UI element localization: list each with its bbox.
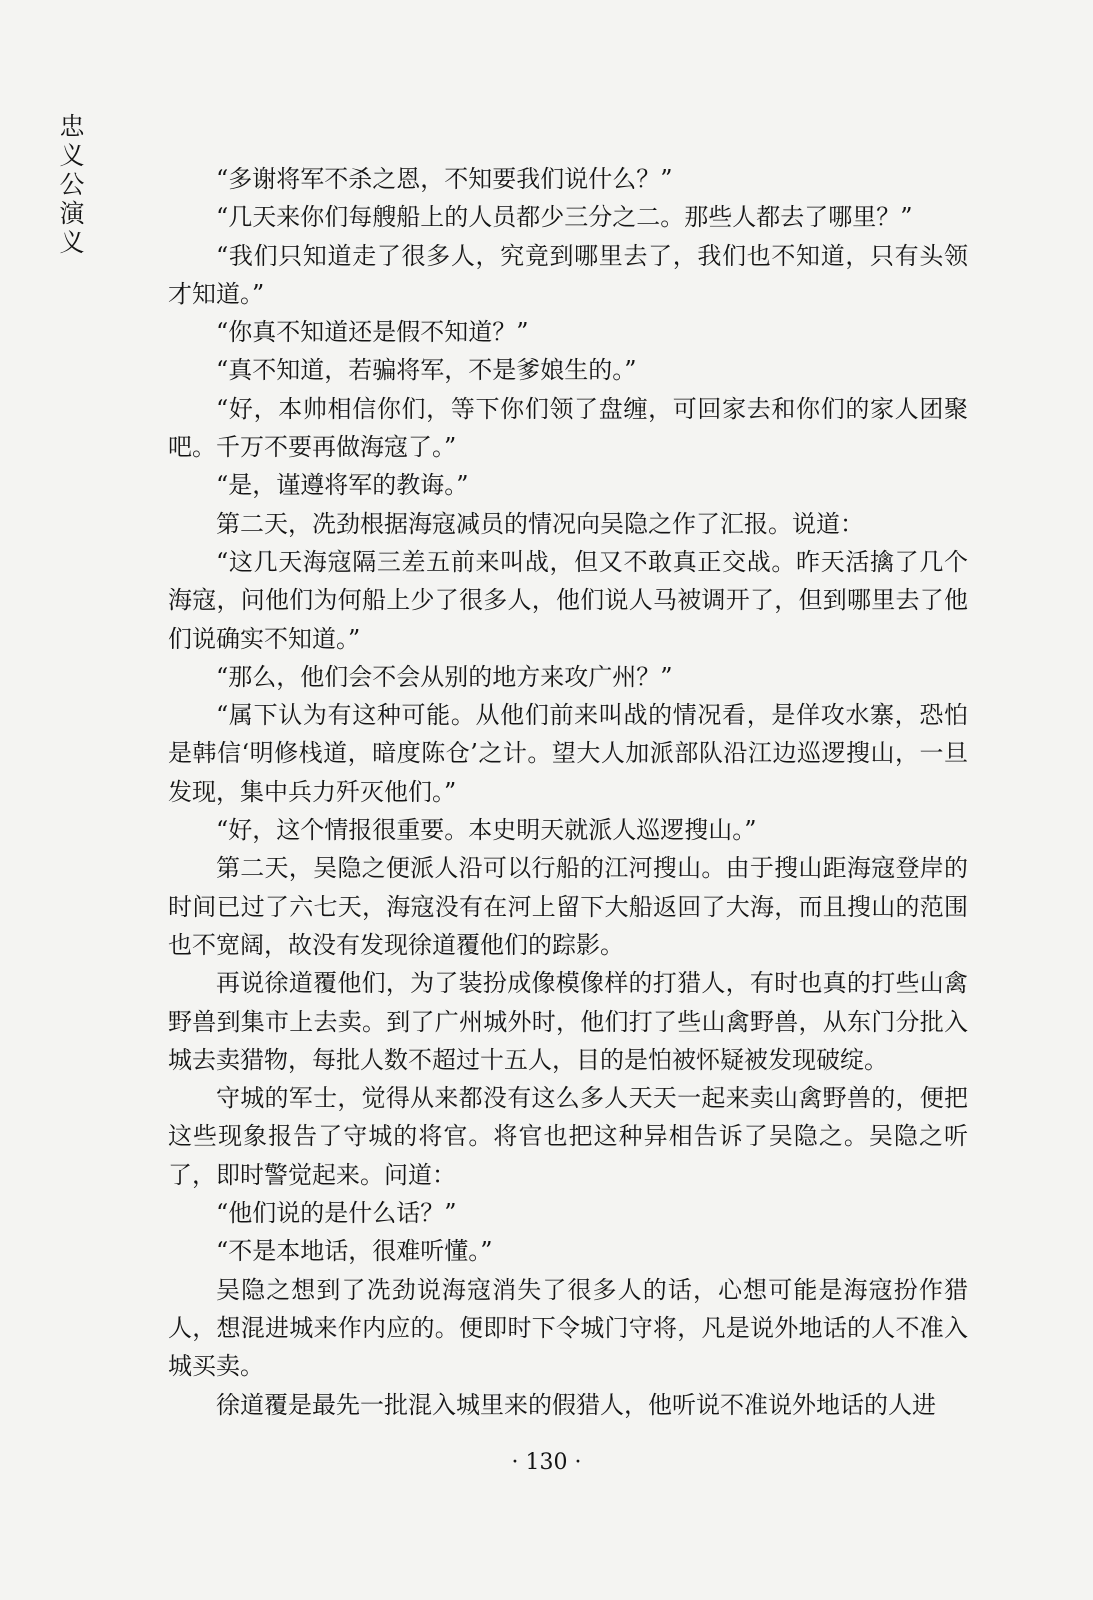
running-head-char: 义 [59, 141, 85, 170]
paragraph: 徐道覆是最先一批混入城里来的假猎人，他听说不准说外地话的人进 [216, 1390, 936, 1419]
paragraph: 吴隐之想到了冼劲说海寇消失了很多人的话，心想可能是海寇扮作猎人，想混进城来作内应的。便即时下令城门守将，凡是说外地话的人不准入城买卖。 [168, 1275, 968, 1381]
paragraph: “多谢将军不杀之恩，不知要我们说什么？” [216, 165, 673, 193]
running-head [52, 112, 92, 257]
running-head-char: 公 [59, 170, 85, 199]
paragraph: “好，本帅相信你们，等下你们领了盘缠，可回家去和你们的家人团聚吧。千万不要再做海寇了。” [168, 394, 968, 462]
paragraph: “那么，他们会不会从别的地方来攻广州？” [216, 662, 673, 691]
paragraph: “不是本地话，很难听懂。” [216, 1237, 493, 1266]
running-head-char: 忠 [59, 112, 85, 141]
paragraph: “是，谨遵将军的教诲。” [216, 471, 469, 500]
paragraph: 守城的军士，觉得从来都没有这么多人天天一起来卖山禽野兽的，便把这些现象报告了守城的将官。将官也把这种异相告诉了吴隐之。吴隐之听了，即时警觉起来。问道： [168, 1084, 968, 1189]
paragraph: “这几天海寇隔三差五前来叫战，但又不敢真正交战。昨天活擒了几个海寇，问他们为何船上少了很多人，他们说人马被调开了，但到哪里去了他们说确实不知道。” [168, 547, 968, 653]
paragraph: 再说徐道覆他们，为了装扮成像模像样的打猎人，有时也真的打些山禽野兽到集市上去卖。到了广州城外时，他们打了些山禽野兽，从东门分批入城去卖猎物，每批人数不超过十五人，目的是怕被怀疑被发现破绽。 [168, 969, 968, 1074]
running-head-char: 义 [59, 228, 85, 257]
paragraph: “你真不知道还是假不知道？” [216, 318, 529, 347]
page-number: · 130 · [511, 1450, 582, 1475]
body-text [168, 160, 968, 1424]
paragraph: “好，这个情报很重要。本史明天就派人巡逻搜山。” [216, 816, 757, 845]
paragraph: “真不知道，若骗将军，不是爹娘生的。” [216, 356, 637, 385]
paragraph: 第二天，吴隐之便派人沿可以行船的江河搜山。由于搜山距海寇登岸的时间已过了六七天，海寇没有在河上留下大船返回了大海，而且搜山的范围也不宽阔，故没有发现徐道覆他们的踪影。 [168, 854, 968, 959]
paragraph: “属下认为有这种可能。从他们前来叫战的情况看，是佯攻水寨，恐怕是韩信‘明修栈道，暗度陈仓’之计。望大人加派部队沿江边巡逻搜山，一旦发现，集中兵力歼灭他们。” [168, 701, 968, 806]
paragraph: “我们只知道走了很多人，究竟到哪里去了，我们也不知道，只有头领才知道。” [168, 241, 968, 308]
running-head-char: 演 [59, 199, 85, 228]
paragraph: “几天来你们每艘船上的人员都少三分之二。那些人都去了哪里？” [216, 203, 913, 232]
paragraph: “他们说的是什么话？” [216, 1199, 457, 1228]
paragraph: 第二天，冼劲根据海寇减员的情况向吴隐之作了汇报。说道： [216, 509, 864, 538]
